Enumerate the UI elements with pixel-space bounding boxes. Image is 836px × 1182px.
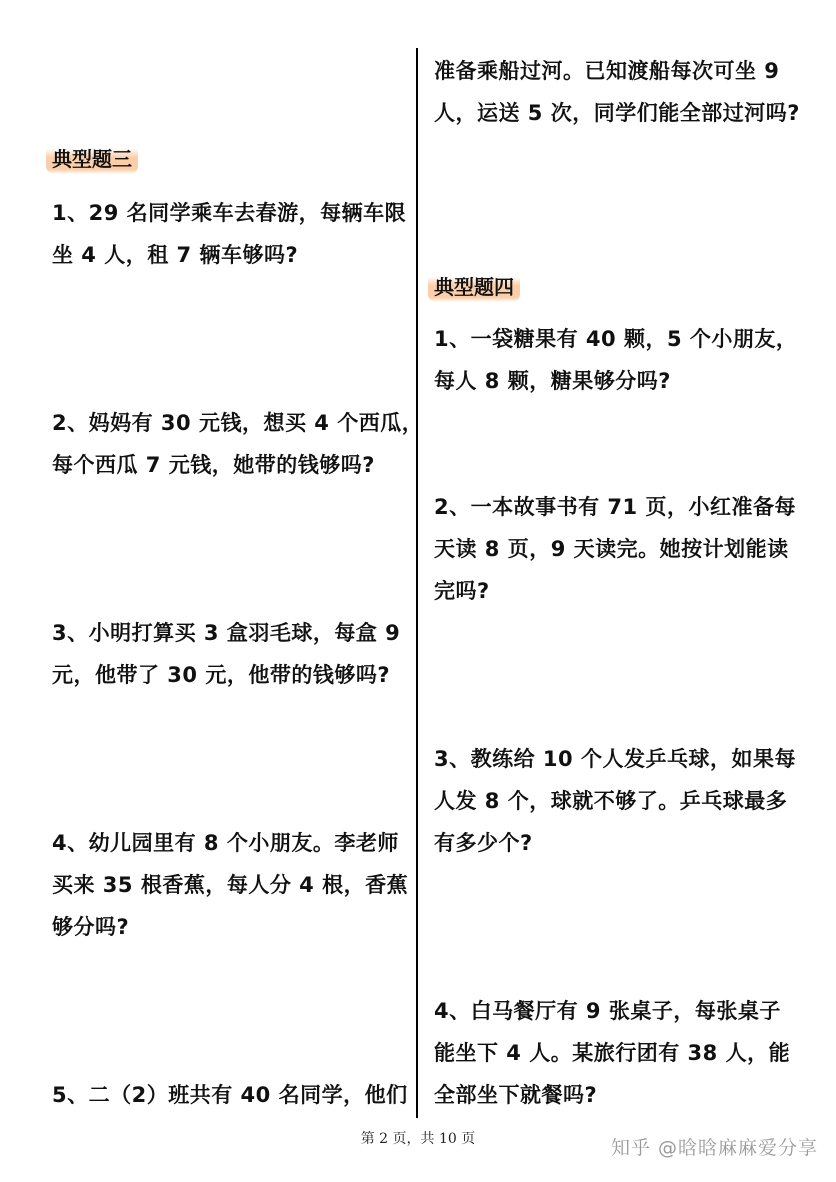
text-line: 够分吗? [52, 915, 130, 939]
text-line: 1、29 名同学乘车去春游，每辆车限 [52, 201, 407, 225]
text-line: 坐 4 人，租 7 辆车够吗? [52, 243, 299, 267]
text-line: 4、幼儿园里有 8 个小朋友。李老师 [52, 831, 399, 855]
text-line: 准备乘船过河。已知渡船每次可坐 9 [434, 59, 780, 83]
text-line: 买来 35 根香蕉，每人分 4 根，香蕉 [52, 873, 409, 897]
section-heading-3: 典型题三 [46, 144, 138, 174]
text-line: 每人 8 颗，糖果够分吗? [434, 369, 671, 393]
text-line: 完吗? [434, 579, 490, 603]
text-line: 2、妈妈有 30 元钱，想买 4 个西瓜， [52, 411, 424, 435]
problem-3-5 [52, 1074, 408, 1116]
problem-3-1 [52, 192, 406, 276]
text-line: 全部坐下就餐吗? [434, 1083, 598, 1107]
text-line: 元，他带了 30 元，他带的钱够吗? [52, 663, 391, 687]
watermark: 知乎 @晗晗麻麻爱分享 [610, 1137, 818, 1159]
text-line: 5、二（2）班共有 40 名同学，他们 [52, 1083, 408, 1107]
problem-3-5-continuation [434, 50, 800, 134]
text-line: 4、白马餐厅有 9 张桌子，每张桌子 [434, 999, 781, 1023]
section-heading-4: 典型题四 [428, 272, 520, 302]
text-line: 能坐下 4 人。某旅行团有 38 人，能 [434, 1041, 791, 1065]
text-line: 3、小明打算买 3 盒羽毛球，每盒 9 [52, 621, 401, 645]
page-number: 第 2 页，共 10 页 [360, 1131, 476, 1147]
problem-4-4 [434, 990, 790, 1116]
problem-4-1 [434, 318, 797, 402]
text-line: 2、一本故事书有 71 页，小红准备每 [434, 495, 796, 519]
text-line: 天读 8 页，9 天读完。她按计划能读 [434, 537, 789, 561]
text-line: 1、一袋糖果有 40 颗，5 个小朋友， [434, 327, 798, 351]
column-divider [416, 48, 418, 1118]
text-line: 3、教练给 10 个人发乒乓球，如果每 [434, 747, 796, 771]
text-line: 每个西瓜 7 元钱，她带的钱够吗? [52, 453, 375, 477]
problem-3-2 [52, 402, 423, 486]
text-line: 有多少个? [434, 831, 533, 855]
text-line: 人，运送 5 次，同学们能全部过河吗? [434, 101, 800, 125]
problem-3-4 [52, 822, 408, 948]
problem-4-3 [434, 738, 796, 864]
problem-4-2 [434, 486, 796, 612]
text-line: 人发 8 个，球就不够了。乒乓球最多 [434, 789, 788, 813]
problem-3-3 [52, 612, 400, 696]
